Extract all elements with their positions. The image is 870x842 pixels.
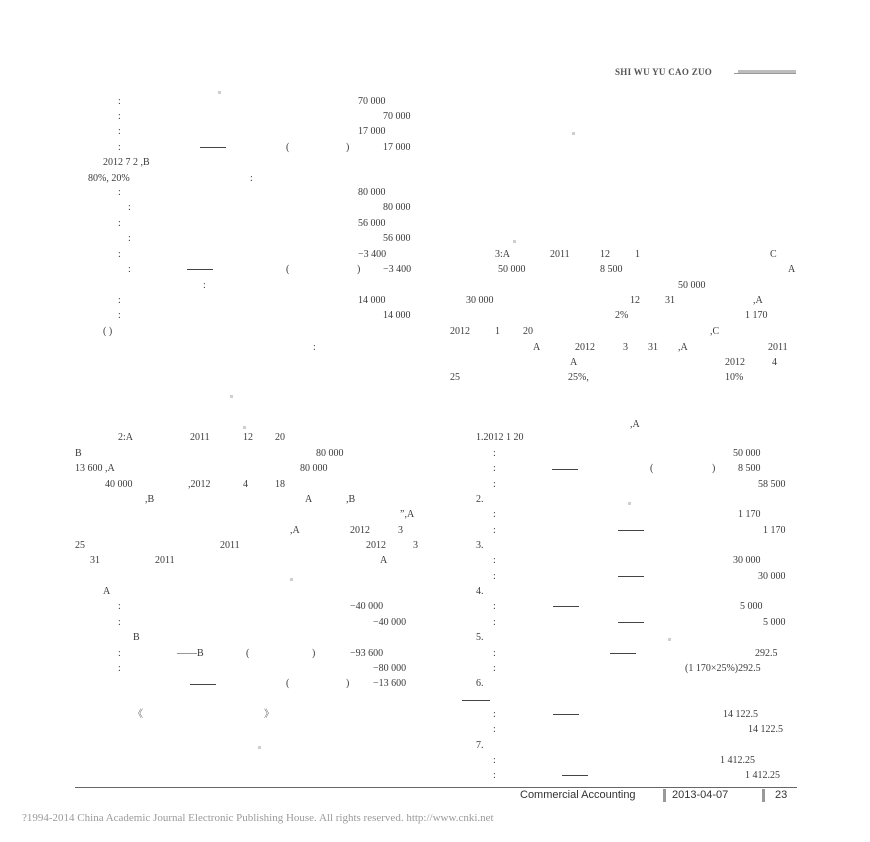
text-day: 1 bbox=[635, 249, 640, 260]
header-rule-thin bbox=[734, 73, 796, 74]
text-line: A bbox=[570, 357, 578, 368]
journal-dash bbox=[190, 684, 216, 685]
journal-line-colon: : bbox=[493, 648, 496, 659]
journal-amount: 5 000 bbox=[763, 617, 786, 628]
step-5-heading: 5. bbox=[476, 632, 484, 643]
scan-speck bbox=[243, 426, 246, 429]
journal-line-colon: : bbox=[493, 663, 496, 674]
example-2-heading: 2:A bbox=[118, 432, 133, 443]
text-year: 2012 bbox=[725, 357, 745, 368]
scan-speck bbox=[218, 91, 221, 94]
paren-close: ) bbox=[357, 264, 361, 275]
text-amount: 50 000 bbox=[498, 264, 526, 275]
text-line: 80%, 20% bbox=[88, 173, 130, 184]
paren-close: ) bbox=[346, 678, 350, 689]
scan-speck bbox=[628, 502, 631, 505]
text-line: A bbox=[533, 342, 541, 353]
journal-dash bbox=[187, 269, 213, 270]
journal-dash bbox=[552, 469, 578, 470]
text-line: ,B bbox=[145, 494, 155, 505]
journal-amount: 8 500 bbox=[738, 463, 761, 474]
text-day: 18 bbox=[275, 479, 285, 490]
text-amount: 80 000 bbox=[316, 448, 344, 459]
text-line: ”,A bbox=[400, 509, 415, 520]
journal-line-colon: : bbox=[493, 479, 496, 490]
book-bracket-close: 》 bbox=[264, 709, 274, 720]
step-4-heading: 4. bbox=[476, 586, 484, 597]
journal-line-colon: : bbox=[493, 571, 496, 582]
step-3-heading: 3. bbox=[476, 540, 484, 551]
journal-line-colon: : bbox=[493, 463, 496, 474]
footer-rule bbox=[75, 787, 797, 788]
journal-amount: −40 000 bbox=[350, 601, 384, 612]
text-line: A bbox=[788, 264, 796, 275]
journal-amount: −40 000 bbox=[373, 617, 407, 628]
step-2-heading: 2. bbox=[476, 494, 484, 505]
journal-line-colon: : bbox=[493, 555, 496, 566]
journal-amount: 17 000 bbox=[358, 126, 386, 137]
scan-speck bbox=[258, 746, 261, 749]
journal-amount: 30 000 bbox=[758, 571, 786, 582]
text-percent: 25%, bbox=[568, 372, 589, 383]
journal-amount: −80 000 bbox=[373, 663, 407, 674]
paren-close: ) bbox=[712, 463, 716, 474]
journal-line-colon: : bbox=[493, 525, 496, 536]
text-month: 3 bbox=[413, 540, 418, 551]
text-colon: : bbox=[313, 342, 316, 353]
text-line: A bbox=[103, 586, 111, 597]
text-month: 3 bbox=[623, 342, 628, 353]
journal-dash bbox=[553, 714, 579, 715]
journal-amount: 30 000 bbox=[733, 555, 761, 566]
example-2-month: 12 bbox=[243, 432, 253, 443]
text-year: 2012 bbox=[450, 326, 470, 337]
page-number: 23 bbox=[775, 789, 788, 801]
journal-amount: 1 412.25 bbox=[745, 770, 780, 781]
journal-line-colon: : bbox=[493, 617, 496, 628]
journal-dash bbox=[610, 653, 636, 654]
text-colon: : bbox=[250, 173, 253, 184]
text-month: 12 bbox=[600, 249, 610, 260]
text-line: ,C bbox=[710, 326, 720, 337]
step-7-heading: 7. bbox=[476, 740, 484, 751]
journal-line-colon: : bbox=[118, 663, 121, 674]
example-2-year: 2011 bbox=[190, 432, 210, 443]
text-month: 3 bbox=[398, 525, 403, 536]
text-month: 4 bbox=[243, 479, 248, 490]
journal-amount: 56 000 bbox=[358, 218, 386, 229]
text-line: 13 600 ,A bbox=[75, 463, 115, 474]
journal-dash bbox=[618, 576, 644, 577]
step-1-heading: 1.2012 1 20 bbox=[476, 432, 524, 443]
text-year: 2011 bbox=[768, 342, 788, 353]
paren-open: ( bbox=[286, 142, 290, 153]
journal-line-colon: : bbox=[118, 142, 121, 153]
paren-open: ( bbox=[286, 678, 290, 689]
scan-speck bbox=[230, 395, 233, 398]
text-month: 12 bbox=[630, 295, 640, 306]
journal-line-colon: : bbox=[128, 233, 131, 244]
text-line: ,A bbox=[630, 419, 640, 430]
text-line: ,A bbox=[290, 525, 300, 536]
journal-line-colon: : bbox=[493, 755, 496, 766]
journal-line-colon: : bbox=[118, 218, 121, 229]
journal-dash bbox=[553, 606, 579, 607]
paren-open: ( bbox=[246, 648, 250, 659]
text-day: 31 bbox=[648, 342, 658, 353]
text-amount: 40 000 bbox=[105, 479, 133, 490]
text-line: B bbox=[133, 632, 140, 643]
text-percent: 2% bbox=[615, 310, 629, 321]
journal-amount: 14 122.5 bbox=[748, 724, 783, 735]
text-line: A bbox=[380, 555, 388, 566]
scan-speck bbox=[668, 638, 671, 641]
journal-amount: 50 000 bbox=[733, 448, 761, 459]
text-amount: 80 000 bbox=[300, 463, 328, 474]
journal-line-colon: : bbox=[493, 724, 496, 735]
journal-amount: 5 000 bbox=[740, 601, 763, 612]
text-day: 31 bbox=[90, 555, 100, 566]
paren-close: ) bbox=[312, 648, 316, 659]
journal-amount: −13 600 bbox=[373, 678, 407, 689]
journal-dash bbox=[200, 147, 226, 148]
journal-line-colon: : bbox=[493, 709, 496, 720]
journal-amount: 14 122.5 bbox=[723, 709, 758, 720]
journal-line-colon: : bbox=[118, 617, 121, 628]
journal-line-colon: : bbox=[118, 249, 121, 260]
paren-close: ) bbox=[346, 142, 350, 153]
journal-line-colon: : bbox=[118, 295, 121, 306]
journal-amount: 80 000 bbox=[383, 202, 411, 213]
journal-amount: 70 000 bbox=[383, 111, 411, 122]
text-year: 2012 bbox=[575, 342, 595, 353]
scan-speck bbox=[290, 578, 293, 581]
running-head: SHI WU YU CAO ZUO bbox=[615, 67, 713, 77]
journal-line-colon: : bbox=[118, 310, 121, 321]
text-line: 2012 7 2 ,B bbox=[103, 157, 150, 168]
text-year: 2011 bbox=[550, 249, 570, 260]
text-line: ( ) bbox=[103, 326, 113, 337]
text-line: B bbox=[75, 448, 82, 459]
journal-amount: 70 000 bbox=[358, 96, 386, 107]
text-line: C bbox=[770, 249, 777, 260]
journal-amount: 1 170 bbox=[738, 509, 761, 520]
journal-amount: −3 400 bbox=[358, 249, 387, 260]
journal-amount: −3 400 bbox=[383, 264, 412, 275]
journal-account: ——B bbox=[177, 648, 204, 659]
copyright-notice: ?1994-2014 China Academic Journal Electronic Publishing House. All rights reserved. http://www.cnki.net bbox=[22, 812, 494, 824]
footer-date: 2013-04-07 bbox=[672, 789, 729, 801]
journal-amount: 292.5 bbox=[755, 648, 778, 659]
journal-amount: 56 000 bbox=[383, 233, 411, 244]
example-3-heading: 3:A bbox=[495, 249, 510, 260]
text-year: 2012 bbox=[366, 540, 386, 551]
journal-line-colon: : bbox=[493, 509, 496, 520]
text-percent: 10% bbox=[725, 372, 744, 383]
journal-line-colon: : bbox=[128, 264, 131, 275]
journal-amount: (1 170×25%)292.5 bbox=[685, 663, 761, 674]
text-line: A bbox=[305, 494, 313, 505]
text-amount: 8 500 bbox=[600, 264, 623, 275]
journal-line-colon: : bbox=[493, 770, 496, 781]
book-bracket-open: 《 bbox=[133, 709, 143, 720]
scan-speck bbox=[513, 240, 516, 243]
step-6-heading: 6. bbox=[476, 678, 484, 689]
example-2-day: 20 bbox=[275, 432, 285, 443]
journal-line-colon: : bbox=[493, 448, 496, 459]
footer-separator bbox=[663, 789, 666, 802]
text-line: ,A bbox=[678, 342, 688, 353]
journal-line-colon: : bbox=[118, 601, 121, 612]
text-month: 1 bbox=[495, 326, 500, 337]
journal-amount: 1 412.25 bbox=[720, 755, 755, 766]
journal-amount: 14 000 bbox=[358, 295, 386, 306]
journal-line-colon: : bbox=[493, 601, 496, 612]
text-month: 4 bbox=[772, 357, 777, 368]
paren-open: ( bbox=[286, 264, 290, 275]
journal-amount: 80 000 bbox=[358, 187, 386, 198]
text-day: 25 bbox=[450, 372, 460, 383]
journal-line-colon: : bbox=[118, 96, 121, 107]
text-amount: 1 170 bbox=[745, 310, 768, 321]
journal-dash bbox=[618, 530, 644, 531]
text-day: 25 bbox=[75, 540, 85, 551]
footer-journal: Commercial Accounting bbox=[520, 789, 636, 801]
journal-amount: 14 000 bbox=[383, 310, 411, 321]
footer-separator bbox=[762, 789, 765, 802]
journal-amount: 1 170 bbox=[763, 525, 786, 536]
text-year: 2011 bbox=[155, 555, 175, 566]
text-year: 2011 bbox=[220, 540, 240, 551]
journal-dash bbox=[462, 700, 490, 701]
text-amount: 50 000 bbox=[678, 280, 706, 291]
text-amount: 30 000 bbox=[466, 295, 494, 306]
journal-line-colon: : bbox=[128, 202, 131, 213]
scan-speck bbox=[572, 132, 575, 135]
journal-amount: 58 500 bbox=[758, 479, 786, 490]
journal-line-colon: : bbox=[118, 187, 121, 198]
journal-amount: −93 600 bbox=[350, 648, 384, 659]
journal-dash bbox=[618, 622, 644, 623]
text-line: ,A bbox=[753, 295, 763, 306]
journal-line-colon: : bbox=[118, 126, 121, 137]
journal-amount: 17 000 bbox=[383, 142, 411, 153]
paren-open: ( bbox=[650, 463, 654, 474]
text-year: 2012 bbox=[350, 525, 370, 536]
text-day: 20 bbox=[523, 326, 533, 337]
text-day: 31 bbox=[665, 295, 675, 306]
text-colon: : bbox=[203, 280, 206, 291]
journal-line-colon: : bbox=[118, 648, 121, 659]
text-line: ,B bbox=[346, 494, 356, 505]
journal-line-colon: : bbox=[118, 111, 121, 122]
journal-dash bbox=[562, 775, 588, 776]
text-year: ,2012 bbox=[188, 479, 211, 490]
